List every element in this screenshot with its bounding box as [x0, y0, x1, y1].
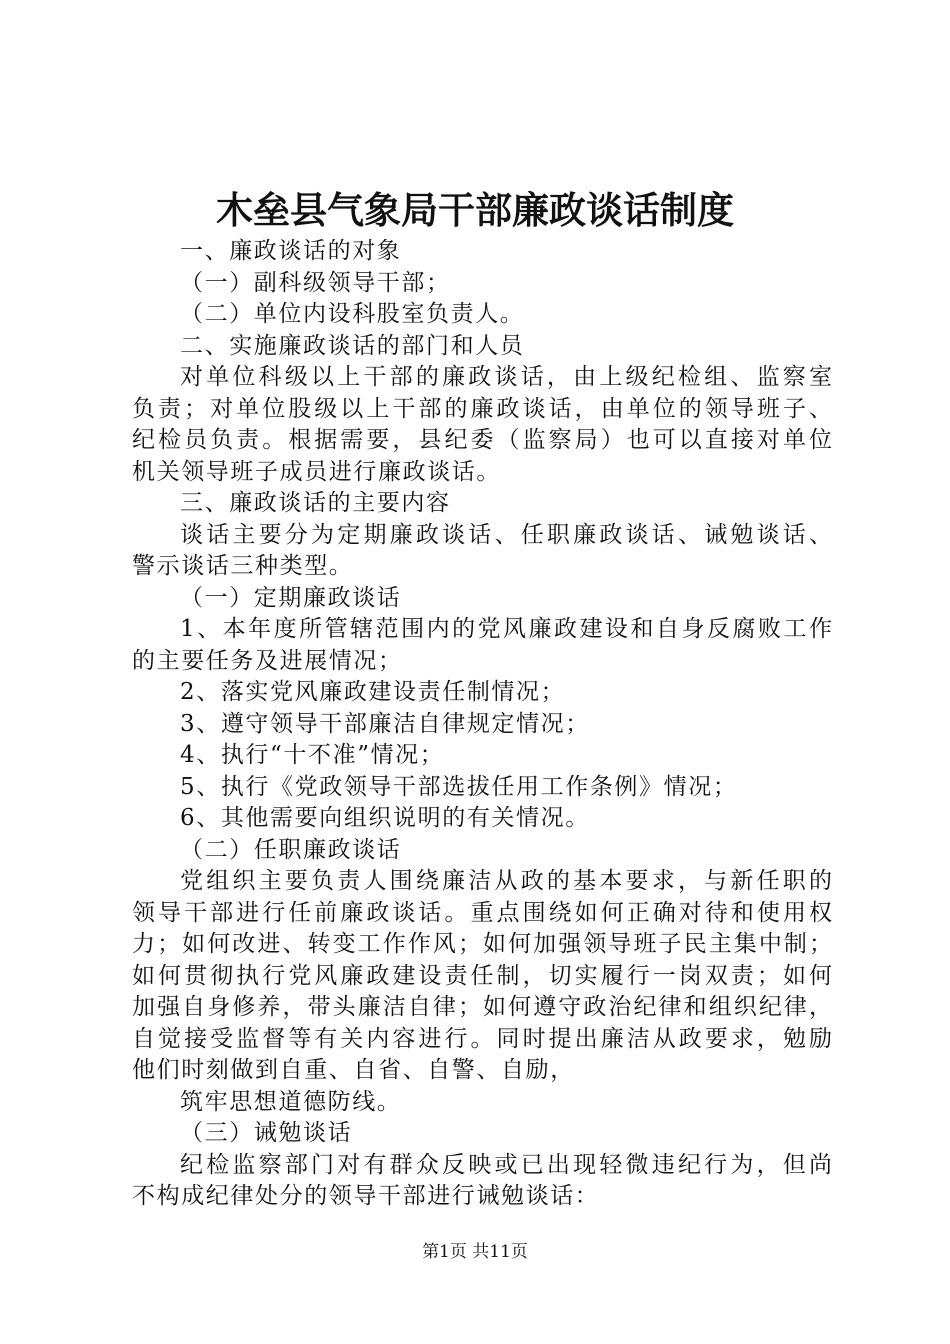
subsection-heading: （二）任职廉政谈话: [180, 836, 402, 863]
paragraph-line: 纪检监察部门对有群众反映或已出现轻微违纪行为，但尚: [180, 1151, 832, 1178]
list-item: 6、其他需要向组织说明的有关情况。: [180, 805, 590, 831]
paragraph-line: 党组织主要负责人围绕廉洁从政的基本要求，与新任职的: [180, 868, 832, 894]
list-item: 2、落实党风廉政建设责任制情况；: [180, 679, 566, 705]
paragraph-line: 力；如何改进、转变工作作风；如何加强领导班子民主集中制；: [132, 931, 832, 957]
list-item: （二）单位内设科股室负责人。: [180, 301, 525, 327]
paragraph-line: 他们时刻做到自重、自省、自警、自励，: [132, 1057, 575, 1083]
paragraph-line: 对单位科级以上干部的廉政谈话，由上级纪检组、监察室: [180, 364, 832, 390]
paragraph-line: 纪检员负责。根据需要，县纪委（监察局）也可以直接对单位: [132, 427, 832, 453]
list-item: 5、执行《党政领导干部选拔任用工作条例》情况；: [180, 773, 738, 800]
paragraph-line: 警示谈话三种类型。: [132, 553, 354, 579]
paragraph-line: 负责；对单位股级以上干部的廉政谈话，由单位的领导班子、: [132, 395, 832, 422]
list-item: 1、本年度所管辖范围内的党风廉政建设和自身反腐败工作: [180, 616, 832, 642]
document-body: [132, 236, 832, 1213]
list-item: 3、遵守领导干部廉洁自律规定情况；: [180, 710, 590, 737]
list-item: （一）副科级领导干部；: [180, 269, 451, 296]
page-number: 第1页 共11页: [422, 1242, 528, 1262]
paragraph-line: 自觉接受监督等有关内容进行。同时提出廉洁从政要求，勉励: [132, 1025, 832, 1052]
paragraph-line: 如何贯彻执行党风廉政建设责任制，切实履行一岗双责；如何: [132, 962, 832, 989]
list-item: 的主要任务及进展情况；: [132, 647, 403, 674]
section-heading: 二、实施廉政谈话的部门和人员: [180, 332, 525, 359]
paragraph-line: 筑牢思想道德防线。: [180, 1088, 402, 1115]
paragraph-line: 加强自身修养，带头廉洁自律；如何遵守政治纪律和组织纪律，: [132, 994, 832, 1020]
paragraph-line: 领导干部进行任前廉政谈话。重点围绕如何正确对待和使用权: [132, 899, 832, 926]
section-heading: 一、廉政谈话的对象: [180, 238, 402, 264]
section-heading: 三、廉政谈话的主要内容: [180, 490, 451, 516]
subsection-heading: （三）诫勉谈话: [180, 1120, 353, 1146]
paragraph-line: 机关领导班子成员进行廉政谈话。: [132, 458, 501, 485]
list-item: 4、执行“十不准”情况；: [180, 742, 445, 768]
paragraph-line: 谈话主要分为定期廉政谈话、任职廉政谈话、诫勉谈话、: [180, 521, 832, 548]
subsection-heading: （一）定期廉政谈话: [180, 584, 402, 611]
paragraph-line: 不构成纪律处分的领导干部进行诫勉谈话：: [132, 1183, 600, 1209]
document-title: 木垒县气象局干部廉政谈话制度: [216, 188, 734, 232]
